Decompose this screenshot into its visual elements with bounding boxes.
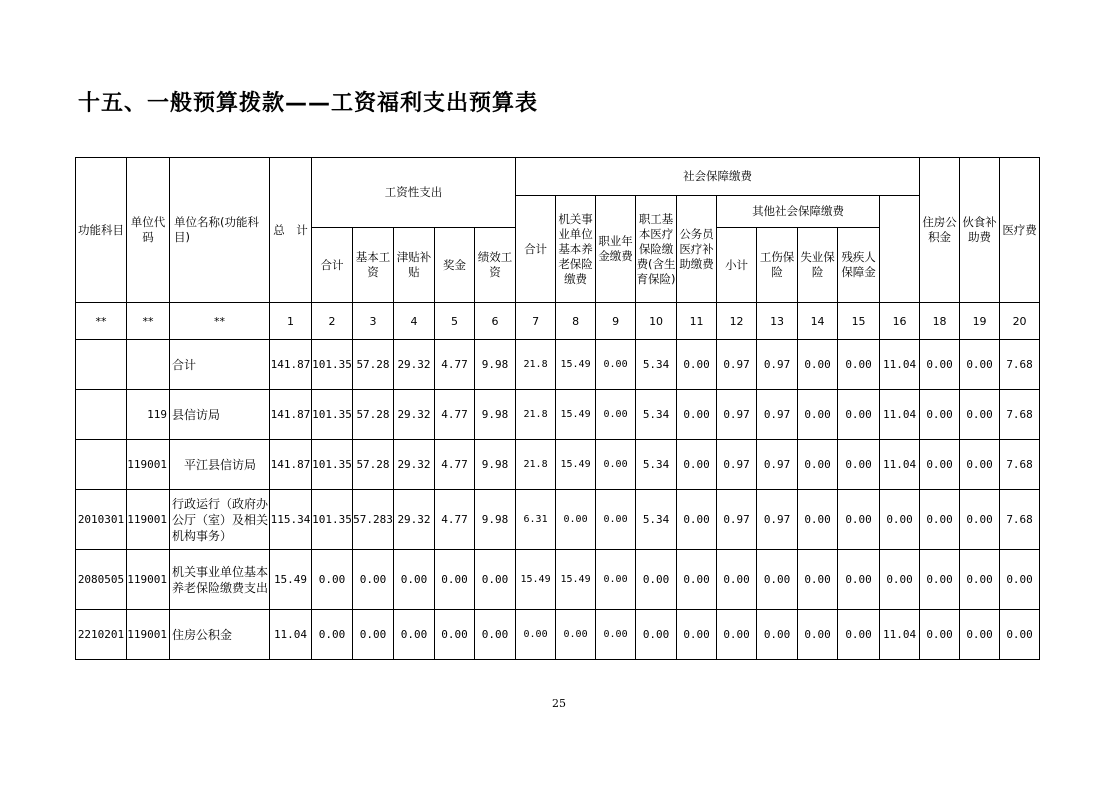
value-cell: 0.00	[960, 490, 1000, 550]
value-cell: 141.87	[270, 440, 312, 490]
value-cell: 0.00	[920, 550, 960, 610]
value-cell: 0.00	[798, 550, 838, 610]
value-cell: 0.00	[757, 610, 798, 660]
value-cell: 0.00	[596, 340, 636, 390]
value-cell: 57.28	[353, 440, 394, 490]
value-cell: 7.68	[1000, 340, 1040, 390]
value-cell: 0.00	[556, 490, 596, 550]
header-meal-subsidy: 伙食补助费	[960, 158, 1000, 303]
table-row	[76, 490, 1040, 550]
column-index-cell: 14	[798, 303, 838, 340]
value-cell: 0.00	[636, 610, 677, 660]
header-medical-insurance: 职工基本医疗保险缴费(含生育保险)	[636, 196, 677, 303]
header-social-group: 社会保障缴费	[516, 158, 920, 196]
value-cell: 141.87	[270, 390, 312, 440]
unit-name-cell: 县信访局	[170, 390, 270, 440]
value-cell: 0.00	[475, 610, 516, 660]
value-cell: 9.98	[475, 440, 516, 490]
value-cell: 101.35	[312, 490, 353, 550]
unit-code-cell	[127, 340, 170, 390]
value-cell: 0.00	[920, 340, 960, 390]
value-cell: 15.49	[556, 440, 596, 490]
header-wage-group: 工资性支出	[312, 158, 516, 228]
value-cell: 9.98	[475, 340, 516, 390]
value-cell: 21.8	[516, 390, 556, 440]
value-cell: 0.00	[677, 610, 717, 660]
value-cell: 0.00	[880, 490, 920, 550]
value-cell: 0.97	[757, 390, 798, 440]
value-cell: 29.32	[394, 340, 435, 390]
value-cell: 5.34	[636, 490, 677, 550]
unit-code-cell: 119001	[127, 440, 170, 490]
value-cell: 0.00	[757, 550, 798, 610]
value-cell: 0.97	[717, 390, 757, 440]
unit-code-cell: 119001	[127, 550, 170, 610]
value-cell: 0.00	[596, 550, 636, 610]
header-other-social-group: 其他社会保障缴费	[717, 196, 880, 228]
column-index-cell: **	[170, 303, 270, 340]
column-index-cell: 11	[677, 303, 717, 340]
value-cell: 21.8	[516, 440, 556, 490]
value-cell: 0.00	[1000, 610, 1040, 660]
value-cell: 0.00	[798, 390, 838, 440]
unit-code-cell: 119001	[127, 610, 170, 660]
column-index-cell: 10	[636, 303, 677, 340]
value-cell: 0.00	[516, 610, 556, 660]
value-cell: 5.34	[636, 390, 677, 440]
unit-name-cell: 住房公积金	[170, 610, 270, 660]
value-cell: 4.77	[435, 340, 475, 390]
value-cell: 0.97	[717, 440, 757, 490]
table-row	[76, 340, 1040, 390]
value-cell: 15.49	[516, 550, 556, 610]
value-cell: 0.00	[838, 550, 880, 610]
value-cell: 0.00	[677, 440, 717, 490]
value-cell: 57.28	[353, 390, 394, 440]
value-cell: 0.00	[353, 610, 394, 660]
header-total: 总 计	[270, 158, 312, 303]
value-cell: 0.00	[960, 610, 1000, 660]
func-code-cell: 2080505	[76, 550, 127, 610]
table-row	[76, 550, 1040, 610]
value-cell: 0.00	[960, 340, 1000, 390]
value-cell: 0.00	[880, 550, 920, 610]
value-cell: 0.00	[394, 550, 435, 610]
column-index-cell: 4	[394, 303, 435, 340]
value-cell: 9.98	[475, 390, 516, 440]
unit-name-cell: 合计	[170, 340, 270, 390]
value-cell: 0.00	[717, 550, 757, 610]
value-cell: 0.97	[717, 490, 757, 550]
value-cell: 0.00	[920, 610, 960, 660]
value-cell: 0.97	[757, 490, 798, 550]
value-cell: 0.00	[677, 340, 717, 390]
value-cell: 0.97	[757, 440, 798, 490]
value-cell: 0.00	[596, 390, 636, 440]
column-index-cell: 20	[1000, 303, 1040, 340]
value-cell: 0.00	[475, 550, 516, 610]
value-cell: 0.00	[556, 610, 596, 660]
value-cell: 0.00	[677, 550, 717, 610]
value-cell: 0.00	[353, 550, 394, 610]
header-other-subtotal: 小计	[717, 228, 757, 303]
value-cell: 5.34	[636, 340, 677, 390]
header-bonus: 奖金	[435, 228, 475, 303]
func-code-cell: 2210201	[76, 610, 127, 660]
value-cell: 0.00	[596, 610, 636, 660]
value-cell: 101.35	[312, 440, 353, 490]
value-cell: 7.68	[1000, 440, 1040, 490]
value-cell: 0.00	[435, 610, 475, 660]
value-cell: 0.97	[757, 340, 798, 390]
value-cell: 11.04	[270, 610, 312, 660]
value-cell: 0.00	[960, 550, 1000, 610]
page-number: 25	[552, 697, 566, 710]
header-annuity: 职业年金缴费	[596, 196, 636, 303]
value-cell: 0.00	[920, 390, 960, 440]
value-cell: 0.00	[838, 340, 880, 390]
column-index-cell: 16	[880, 303, 920, 340]
header-func-code: 功能科目	[76, 158, 127, 303]
value-cell: 0.00	[838, 440, 880, 490]
header-disability-fund: 残疾人保障金	[838, 228, 880, 303]
value-cell: 0.00	[920, 490, 960, 550]
column-index-cell: 15	[838, 303, 880, 340]
value-cell: 0.00	[798, 440, 838, 490]
value-cell: 0.00	[312, 610, 353, 660]
unit-name-cell: 行政运行（政府办公厅（室）及相关机构事务）	[170, 490, 270, 550]
column-index-cell: 3	[353, 303, 394, 340]
budget-table	[75, 157, 1040, 660]
value-cell: 21.8	[516, 340, 556, 390]
value-cell: 57.283	[353, 490, 394, 550]
func-code-cell	[76, 440, 127, 490]
value-cell: 11.04	[880, 610, 920, 660]
column-index-cell: 6	[475, 303, 516, 340]
value-cell: 29.32	[394, 440, 435, 490]
unit-name-cell: 机关事业单位基本养老保险缴费支出	[170, 550, 270, 610]
unit-name-cell: 平江县信访局	[170, 440, 270, 490]
header-allowance: 津贴补贴	[394, 228, 435, 303]
index-row	[76, 303, 1040, 340]
value-cell: 0.00	[677, 490, 717, 550]
column-index-cell: 8	[556, 303, 596, 340]
page-title: 十五、一般预算拨款——工资福利支出预算表	[78, 91, 539, 116]
value-cell: 29.32	[394, 490, 435, 550]
value-cell: 11.04	[880, 440, 920, 490]
value-cell: 0.00	[435, 550, 475, 610]
value-cell: 0.00	[636, 550, 677, 610]
header-injury-insurance: 工伤保险	[757, 228, 798, 303]
func-code-cell: 2010301	[76, 490, 127, 550]
header-unit-name: 单位名称(功能科目)	[170, 158, 270, 303]
column-index-cell: 1	[270, 303, 312, 340]
value-cell: 29.32	[394, 390, 435, 440]
table-row	[76, 440, 1040, 490]
value-cell: 0.00	[960, 440, 1000, 490]
value-cell: 0.00	[1000, 550, 1040, 610]
value-cell: 5.34	[636, 440, 677, 490]
value-cell: 0.00	[596, 490, 636, 550]
value-cell: 15.49	[270, 550, 312, 610]
column-index-cell: 12	[717, 303, 757, 340]
value-cell: 0.00	[920, 440, 960, 490]
value-cell: 0.00	[394, 610, 435, 660]
table-row	[76, 610, 1040, 660]
value-cell: 15.49	[556, 390, 596, 440]
func-code-cell	[76, 340, 127, 390]
column-index-cell: 2	[312, 303, 353, 340]
value-cell: 101.35	[312, 390, 353, 440]
unit-code-cell: 119	[127, 390, 170, 440]
column-index-cell: 13	[757, 303, 798, 340]
value-cell: 4.77	[435, 390, 475, 440]
header-unemployment-insurance: 失业保险	[798, 228, 838, 303]
column-index-cell: 5	[435, 303, 475, 340]
value-cell: 7.68	[1000, 490, 1040, 550]
header-pension: 机关事业单位基本养老保险缴费	[556, 196, 596, 303]
value-cell: 0.00	[596, 440, 636, 490]
value-cell: 0.00	[838, 390, 880, 440]
header-social-subtotal: 合计	[516, 196, 556, 303]
value-cell: 0.00	[798, 610, 838, 660]
value-cell: 0.00	[838, 490, 880, 550]
column-index-cell: 7	[516, 303, 556, 340]
unit-code-cell: 119001	[127, 490, 170, 550]
value-cell: 0.00	[717, 610, 757, 660]
value-cell: 11.04	[880, 340, 920, 390]
value-cell: 141.87	[270, 340, 312, 390]
value-cell: 15.49	[556, 340, 596, 390]
value-cell: 0.00	[798, 490, 838, 550]
column-index-cell: 18	[920, 303, 960, 340]
table-row	[76, 390, 1040, 440]
value-cell: 115.34	[270, 490, 312, 550]
header-merit-pay: 绩效工资	[475, 228, 516, 303]
column-index-cell: 9	[596, 303, 636, 340]
value-cell: 0.00	[798, 340, 838, 390]
value-cell: 57.28	[353, 340, 394, 390]
header-housing-fund: 住房公积金	[920, 158, 960, 303]
header-basic-wage: 基本工资	[353, 228, 394, 303]
value-cell: 6.31	[516, 490, 556, 550]
value-cell: 0.00	[838, 610, 880, 660]
value-cell: 4.77	[435, 490, 475, 550]
header-unit-code: 单位代码	[127, 158, 170, 303]
column-index-cell: **	[76, 303, 127, 340]
column-index-cell: 19	[960, 303, 1000, 340]
value-cell: 15.49	[556, 550, 596, 610]
value-cell: 0.00	[312, 550, 353, 610]
value-cell: 7.68	[1000, 390, 1040, 440]
value-cell: 11.04	[880, 390, 920, 440]
value-cell: 4.77	[435, 440, 475, 490]
value-cell: 9.98	[475, 490, 516, 550]
func-code-cell	[76, 390, 127, 440]
column-index-cell: **	[127, 303, 170, 340]
header-medical-fee: 医疗费	[1000, 158, 1040, 303]
header-wage-subtotal: 合计	[312, 228, 353, 303]
header-civil-servant-medical: 公务员医疗补助缴费	[677, 196, 717, 303]
value-cell: 0.97	[717, 340, 757, 390]
value-cell: 101.35	[312, 340, 353, 390]
value-cell: 0.00	[677, 390, 717, 440]
value-cell: 0.00	[960, 390, 1000, 440]
